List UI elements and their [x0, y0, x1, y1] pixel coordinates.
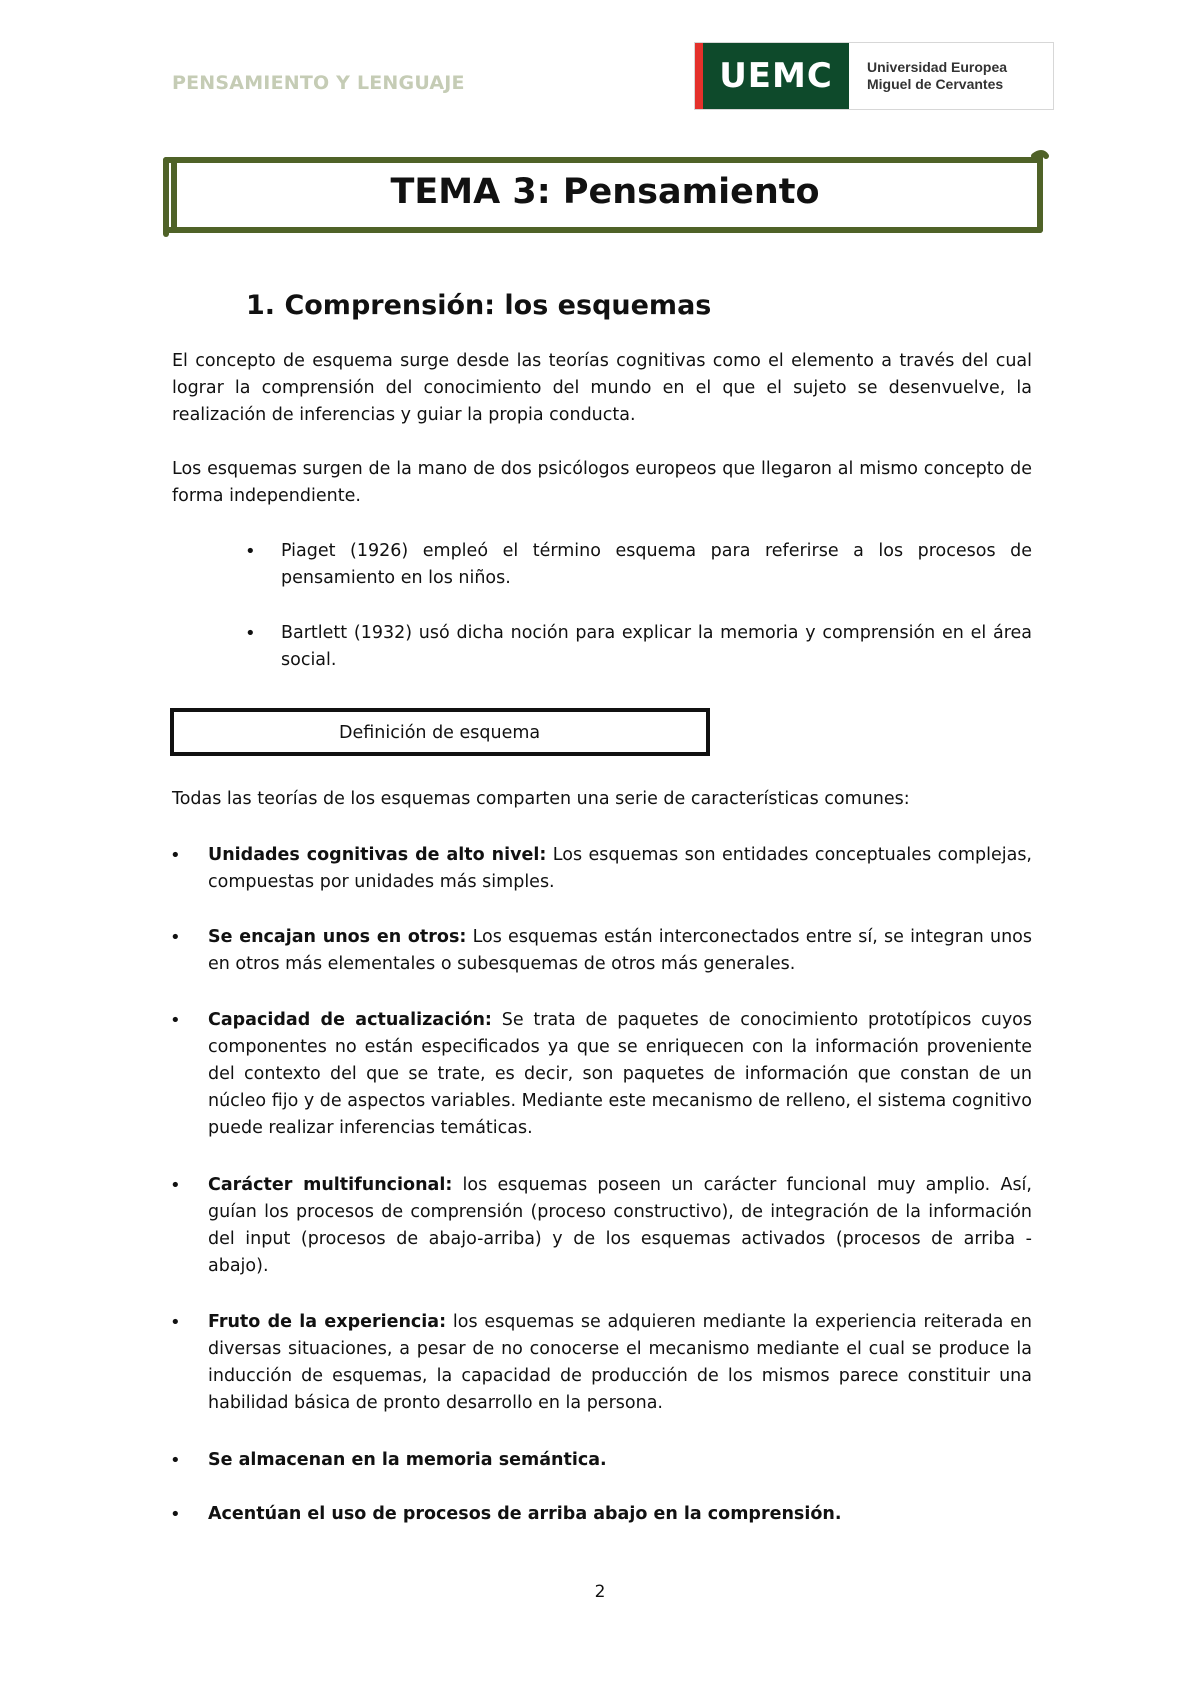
page-number: 2	[594, 1582, 606, 1602]
bullet-marker: •	[170, 1010, 181, 1031]
characteristics-intro: Todas las teorías de los esquemas comparten una serie de características comunes:	[172, 789, 910, 809]
logo-red-bar	[695, 43, 703, 109]
characteristic-item	[208, 842, 1032, 896]
characteristic-term: Se encajan unos en otros:	[208, 927, 467, 947]
characteristic-item	[208, 1309, 1032, 1417]
characteristic-text: los esquemas poseen un carácter funcional muy amplio. Así, guían los procesos de comprensión (proceso constructivo), de integración de la información del input (procesos de abajo-arriba) y de los esquemas activados (procesos de arriba - abajo).	[208, 1175, 1032, 1276]
characteristic-term: Fruto de la experiencia:	[208, 1312, 447, 1332]
bullet-marker: •	[170, 1450, 181, 1471]
characteristic-term: Capacidad de actualización:	[208, 1010, 492, 1030]
logo-line-1: Universidad Europea	[867, 59, 1008, 75]
paragraph-1: El concepto de esquema surge desde las teorías cognitivas como el elemento a través del cual lograr la comprensión del conocimiento del mundo en el que el sujeto se desenvuelve, la realización de inferencias y guiar la propia conducta.	[172, 351, 1032, 425]
page-title: TEMA 3: Pensamiento	[390, 172, 820, 212]
logo-name	[849, 43, 1007, 109]
characteristic-item	[208, 1447, 1032, 1474]
characteristic-term: Unidades cognitivas de alto nivel:	[208, 845, 547, 865]
origin-item-bartlett: Bartlett (1932) usó dicha noción para explicar la memoria y comprensión en el área social.	[281, 623, 1032, 670]
characteristic-text: Se trata de paquetes de conocimiento prototípicos cuyos componentes no están especificados ya que se enriquecen con la información proveniente del contexto del que se trate, es decir, son paquetes de información que constan de un núcleo fijo y de aspectos variables. Mediante este mecanismo de relleno, el sistema cognitivo puede realizar inferencias temáticas.	[208, 1010, 1032, 1138]
definition-box-label: Definición de esquema	[339, 723, 541, 743]
logo-line-2: Miguel de Cervantes	[867, 76, 1004, 92]
origin-item-piaget: Piaget (1926) empleó el término esquema para referirse a los procesos de pensamiento en los niños.	[281, 541, 1032, 588]
bullet-marker: •	[170, 927, 181, 948]
bullet-marker: •	[245, 541, 256, 562]
section-heading: 1. Comprensión: los esquemas	[246, 290, 712, 321]
bullet-marker: •	[170, 1504, 181, 1525]
characteristic-item	[208, 1007, 1032, 1142]
definition-box	[170, 708, 710, 756]
characteristic-item	[208, 1172, 1032, 1280]
characteristic-text: Los esquemas están interconectados entre sí, se integran unos en otros más elementales o subesquemas de otros más generales.	[208, 927, 1032, 974]
characteristic-text: los esquemas se adquieren mediante la experiencia reiterada en diversas situaciones, a pesar de no conocerse el mecanismo mediante el cual se produce la inducción de esquemas, la capacidad de producción de los mismos parece constituir una habilidad básica de pronto desarrollo en la persona.	[208, 1312, 1032, 1413]
university-logo	[694, 42, 1054, 110]
bullet-marker: •	[170, 845, 181, 866]
characteristic-item	[208, 1501, 1032, 1528]
characteristic-term: Acentúan el uso de procesos de arriba abajo en la comprensión.	[208, 1504, 842, 1524]
bullet-marker: •	[170, 1175, 181, 1196]
course-header: PENSAMIENTO Y LENGUAJE	[172, 72, 465, 94]
bullet-marker: •	[245, 623, 256, 644]
bullet-marker: •	[170, 1312, 181, 1333]
characteristic-text: Los esquemas son entidades conceptuales complejas, compuestas por unidades más simples.	[208, 845, 1032, 892]
paragraph-2: Los esquemas surgen de la mano de dos psicólogos europeos que llegaron al mismo concepto de forma independiente.	[172, 459, 1032, 506]
characteristic-term: Carácter multifuncional:	[208, 1175, 453, 1195]
characteristic-item	[208, 924, 1032, 978]
characteristic-term: Se almacenan en la memoria semántica.	[208, 1450, 607, 1470]
logo-mark: UEMC	[703, 43, 849, 109]
